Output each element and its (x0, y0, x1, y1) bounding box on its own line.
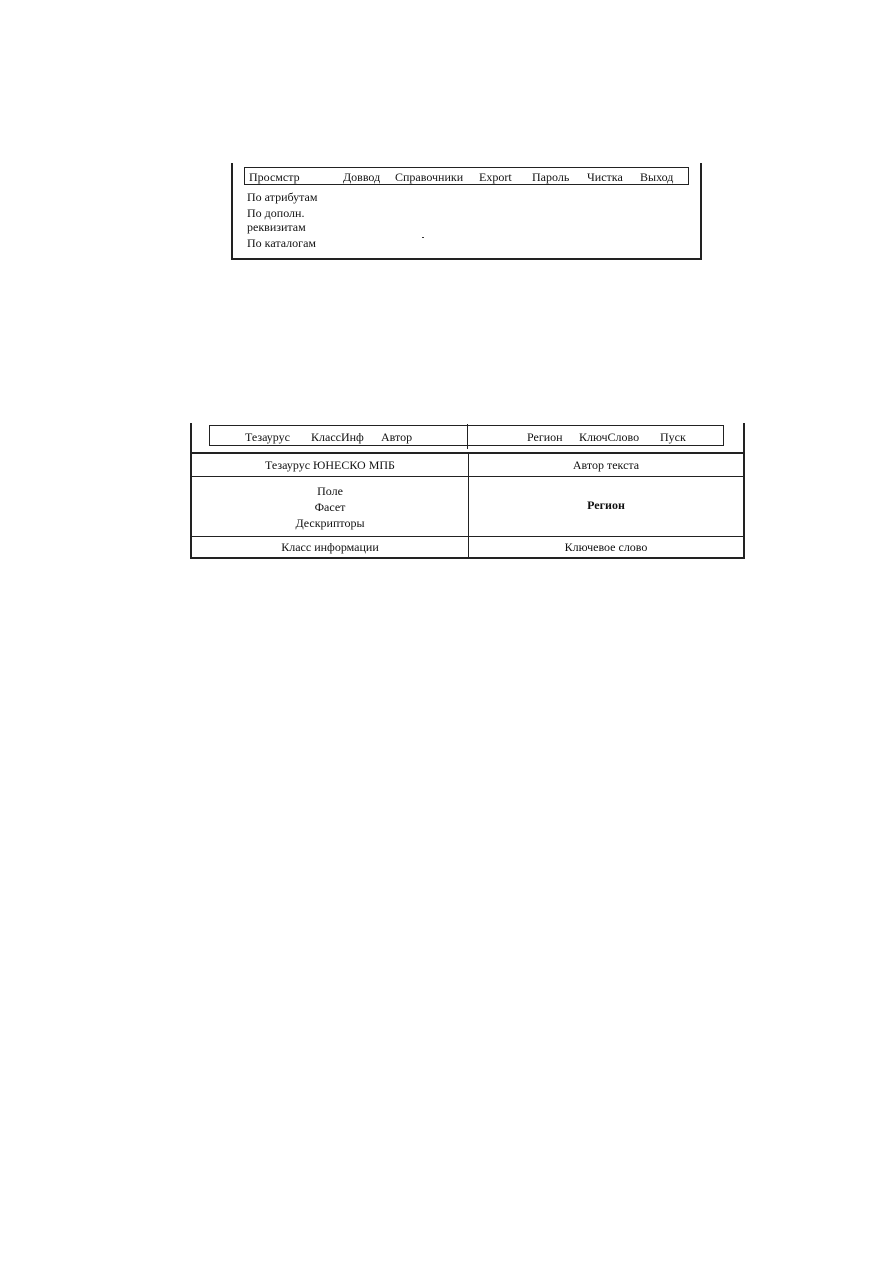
field-label[interactable]: Поле (317, 484, 343, 498)
menu-append[interactable]: Доввод (343, 170, 381, 184)
menu-item-by-extra-details[interactable]: По дополн. (247, 206, 305, 220)
info-class-field[interactable]: Класс информации (281, 540, 379, 554)
toolbar-run[interactable]: Пуск (660, 430, 686, 444)
main-menu-window (231, 163, 702, 260)
facet-label[interactable]: Фасет (314, 500, 346, 514)
descriptors-label[interactable]: Дескрипторы (295, 516, 365, 530)
menu-bar (244, 167, 689, 185)
menu-cleanup[interactable]: Чистка (587, 170, 623, 184)
toolbar-info-class[interactable]: КлассИнф (311, 430, 364, 444)
toolbar-divider (467, 424, 468, 449)
search-form-grid (190, 452, 745, 559)
toolbar-author[interactable]: Автор (381, 430, 413, 444)
view-dropdown-menu (247, 190, 317, 250)
toolbar-region[interactable]: Регион (527, 430, 563, 444)
author-field[interactable]: Автор текста (572, 458, 640, 472)
toolbar-keyword[interactable]: КлючСлово (579, 430, 640, 444)
search-toolbar (209, 425, 724, 446)
menu-password[interactable]: Пароль (532, 170, 570, 184)
search-form (190, 423, 745, 559)
thesaurus-field[interactable]: Тезаурус ЮНЕСКО МПБ (265, 458, 395, 472)
menu-item-by-catalogs[interactable]: По каталогам (247, 236, 316, 250)
frame-right-edge (743, 423, 745, 452)
menu-references[interactable]: Справочники (395, 170, 464, 184)
region-field[interactable]: Регион (587, 498, 625, 512)
menu-export[interactable]: Export (479, 170, 512, 184)
scan-speck (422, 237, 424, 238)
menu-item-by-extra-details-cont[interactable]: реквизитам (247, 220, 306, 234)
grid-row-divider-1 (192, 476, 743, 477)
grid-row-divider-2 (192, 536, 743, 537)
thesaurus-params (192, 483, 468, 531)
menu-view[interactable]: Просмстр (249, 170, 300, 184)
menu-item-by-attributes[interactable]: По атрибутам (247, 190, 318, 204)
frame-left-edge (190, 423, 192, 452)
toolbar-thesaurus[interactable]: Тезаурус (245, 430, 290, 444)
keyword-field[interactable]: Ключевое слово (564, 540, 648, 554)
menu-exit[interactable]: Выход (640, 170, 674, 184)
